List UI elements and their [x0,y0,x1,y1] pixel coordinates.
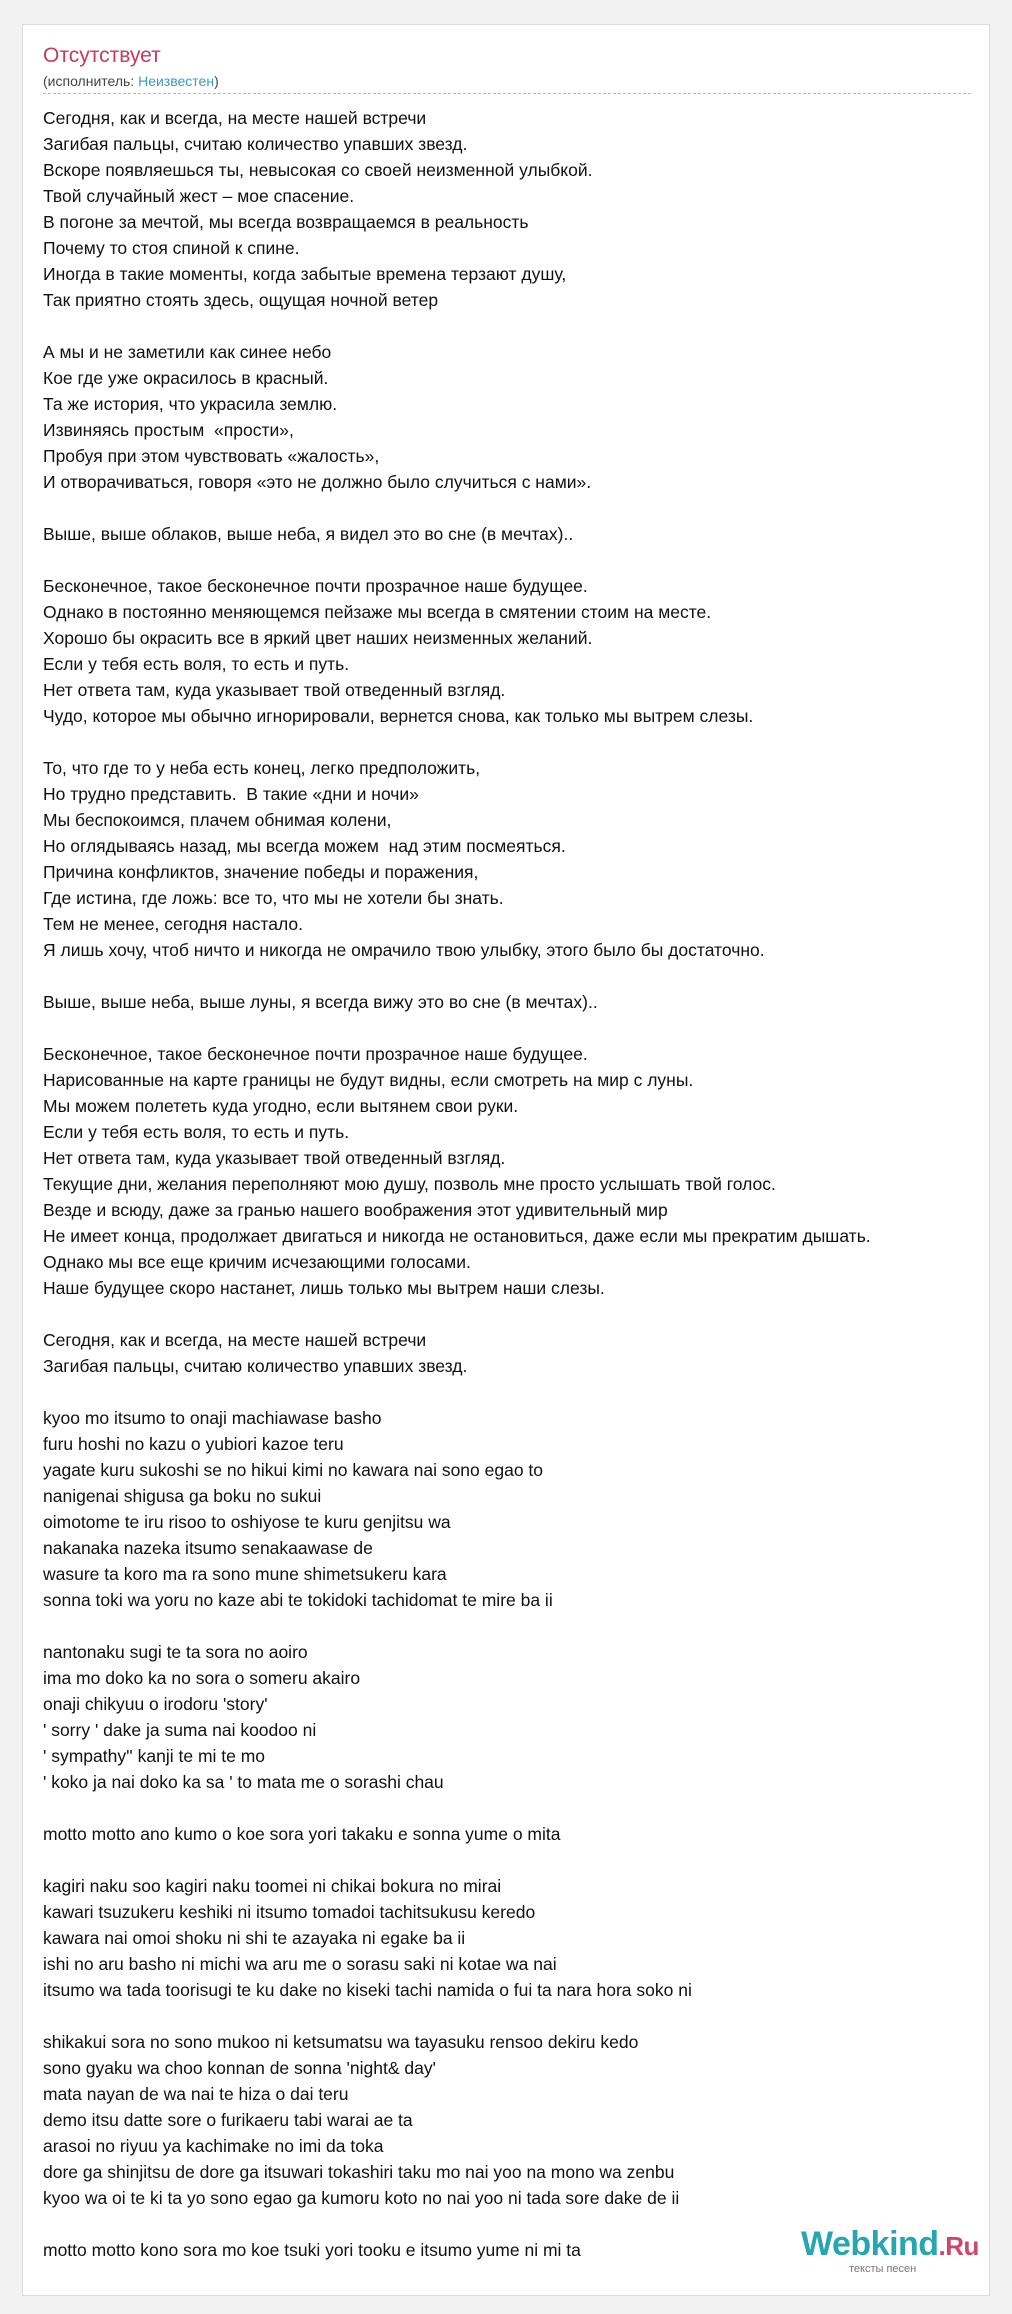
logo-name: Webkind [801,2225,939,2263]
lyric-line: Нарисованные на карте границы не будут видны, если смотреть на мир с луны. [43,1070,694,1090]
lyric-line: ' sympathy'' kanji te mi te mo [43,1746,266,1766]
lyric-line: Хорошо бы окрасить все в яркий цвет наших неизменных желаний. [43,628,593,648]
lyrics-body [43,105,1012,2263]
lyric-line: Я лишь хочу, чтоб ничто и никогда не омрачило твою улыбку, этого было бы достаточно. [43,940,765,960]
lyric-line [43,1795,1012,1821]
lyric-line: motto motto kono sora mo koe tsuki yori tooku e itsumo yume ni mi ta [43,2240,581,2260]
lyric-line: ima mo doko ka no sora o someru akairo [43,1668,361,1688]
lyric-line: Не имеет конца, продолжает двигаться и никогда не остановиться, даже если мы прекратим дышать. [43,1226,871,1246]
performer-suffix: ) [214,73,219,89]
lyric-line: wasure ta koro ma ra sono mune shimetsukeru kara [43,1564,447,1584]
lyric-line: Но оглядываясь назад, мы всегда можем над этим посмеяться. [43,836,566,856]
site-logo[interactable] [801,2225,979,2275]
lyric-line: nantonaku sugi te ta sora no aoiro [43,1642,308,1662]
lyric-line: То, что где то у неба есть конец, легко предположить, [43,758,481,778]
lyric-line: ' koko ja nai doko ka sa ' to mata me o sorashi chau [43,1772,444,1792]
lyric-line: Иногда в такие моменты, когда забытые времена терзают душу, [43,264,567,284]
lyrics-card [22,24,990,2296]
lyric-line: В погоне за мечтой, мы всегда возвращаемся в реальность [43,212,529,232]
lyric-line: kawari tsuzukeru keshiki ni itsumo tomadoi tachitsukusu keredo [43,1902,536,1922]
lyric-line: Однако в постоянно меняющемся пейзаже мы всегда в смятении стоим на месте. [43,602,712,622]
lyric-line [43,313,1012,339]
lyric-line: Нет ответа там, куда указывает твой отведенный взгляд. [43,680,506,700]
lyric-line: arasoi no riyuu ya kachimake no imi da toka [43,2136,384,2156]
lyric-line: nanigenai shigusa ga boku no sukui [43,1486,322,1506]
lyric-line: Причина конфликтов, значение победы и поражения, [43,862,479,882]
lyric-line: Пробуя при этом чувствовать «жалость», [43,446,380,466]
lyric-line: Где истина, где ложь: все то, что мы не хотели бы знать. [43,888,504,908]
lyric-line: Выше, выше облаков, выше неба, я видел это во сне (в мечтах).. [43,524,574,544]
lyric-line: Везде и всюду, даже за гранью нашего воображения этот удивительный мир [43,1200,668,1220]
lyric-line: Мы можем полететь куда угодно, если вытянем свои руки. [43,1096,519,1116]
lyric-line: nakanaka nazeka itsumo senakaawase de [43,1538,373,1558]
lyric-line: Выше, выше неба, выше луны, я всегда вижу это во сне (в мечтах).. [43,992,598,1012]
lyric-line: Если у тебя есть воля, то есть и путь. [43,654,350,674]
lyric-line [43,963,1012,989]
lyric-line: А мы и не заметили как синее небо [43,342,332,362]
lyric-line: Загибая пальцы, считаю количество упавших звезд. [43,1356,468,1376]
performer-prefix: (исполнитель: [43,73,139,89]
lyric-line: Та же история, что украсила землю. [43,394,338,414]
lyric-line: shikakui sora no sono mukoo ni ketsumatsu wa tayasuku rensoo dekiru kedo [43,2032,639,2052]
lyric-line: Однако мы все еще кричим исчезающими голосами. [43,1252,471,1272]
lyric-line: oimotome te iru risoo to oshiyose te kuru genjitsu wa [43,1512,451,1532]
lyric-line: onaji chikyuu o irodoru 'story' [43,1694,268,1714]
performer-link[interactable]: Неизвестен [138,73,215,89]
lyric-line: furu hoshi no kazu o yubiori kazoe teru [43,1434,344,1454]
lyric-line [43,1379,1012,1405]
lyric-line: sono gyaku wa choo konnan de sonna 'night& day' [43,2058,436,2078]
lyric-line: Бесконечное, такое бесконечное почти прозрачное наше будущее. [43,1044,588,1064]
lyric-line: Сегодня, как и всегда, на месте нашей встречи [43,1330,427,1350]
lyric-line [43,729,1012,755]
title-divider [43,93,971,94]
lyric-line: Тем не менее, сегодня настало. [43,914,303,934]
lyric-line: itsumo wa tada toorisugi te ku dake no kiseki tachi namida o fui ta nara hora soko ni [43,1980,692,2000]
lyric-line: kyoo mo itsumo to onaji machiawase basho [43,1408,382,1428]
lyric-line: demo itsu datte sore o furikaeru tabi warai ae ta [43,2110,413,2130]
lyric-line [43,1847,1012,1873]
lyric-line: mata nayan de wa nai te hiza o dai teru [43,2084,349,2104]
lyric-line: Мы беспокоимся, плачем обнимая колени, [43,810,392,830]
lyric-line: И отворачиваться, говоря «это не должно было случиться с нами». [43,472,592,492]
lyric-line: Бесконечное, такое бесконечное почти прозрачное наше будущее. [43,576,588,596]
lyric-line: Твой случайный жест – мое спасение. [43,186,355,206]
lyric-line [43,547,1012,573]
lyric-line: Если у тебя есть воля, то есть и путь. [43,1122,350,1142]
lyric-line: dore ga shinjitsu de dore ga itsuwari tokashiri taku mo nai yoo na mono wa zenbu [43,2162,675,2182]
song-title: Отсутствует [43,44,161,67]
lyric-line: kagiri naku soo kagiri naku toomei ni chikai bokura no mirai [43,1876,502,1896]
lyric-line: yagate kuru sukoshi se no hikui kimi no kawara nai sono egao to [43,1460,544,1480]
lyric-line [43,2003,1012,2029]
lyric-line: Так приятно стоять здесь, ощущая ночной ветер [43,290,439,310]
lyric-line: Загибая пальцы, считаю количество упавших звезд. [43,134,468,154]
logo-tagline: тексты песен [849,2263,917,2275]
lyric-line: Нет ответа там, куда указывает твой отведенный взгляд. [43,1148,506,1168]
lyric-line [43,1613,1012,1639]
lyric-line: Текущие дни, желания переполняют мою душу, позволь мне просто услышать твой голос. [43,1174,776,1194]
lyric-line: Наше будущее скоро настанет, лишь только мы вытрем наши слезы. [43,1278,605,1298]
lyric-line: kyoo wa oi te ki ta yo sono egao ga kumoru koto no nai yoo ni tada sore dake de ii [43,2188,680,2208]
lyric-line [43,495,1012,521]
logo-tld: .Ru [938,2231,979,2261]
lyric-line [43,1015,1012,1041]
lyric-line: ' sorry ' dake ja suma nai koodoo ni [43,1720,317,1740]
lyric-line: Извиняясь простым «прости», [43,420,294,440]
lyric-line: Кое где уже окрасилось в красный. [43,368,329,388]
lyric-line: Но трудно представить. В такие «дни и ночи» [43,784,419,804]
lyric-line: kawara nai omoi shoku ni shi te azayaka ni egake ba ii [43,1928,466,1948]
lyric-line: Чудо, которое мы обычно игнорировали, вернется снова, как только мы вытрем слезы. [43,706,754,726]
lyric-line [43,1301,1012,1327]
lyric-line: Почему то стоя спиной к спине. [43,238,300,258]
lyric-line: ishi no aru basho ni michi wa aru me o sorasu saki ni kotae wa nai [43,1954,557,1974]
performer-line [43,72,219,90]
lyric-line: motto motto ano kumo o koe sora yori takaku e sonna yume o mita [43,1824,561,1844]
lyric-line: sonna toki wa yoru no kaze abi te tokidoki tachidomat te mire ba ii [43,1590,553,1610]
lyric-line: Сегодня, как и всегда, на месте нашей встречи [43,108,427,128]
lyric-line: Вскоре появляешься ты, невысокая со своей неизменной улыбкой. [43,160,593,180]
